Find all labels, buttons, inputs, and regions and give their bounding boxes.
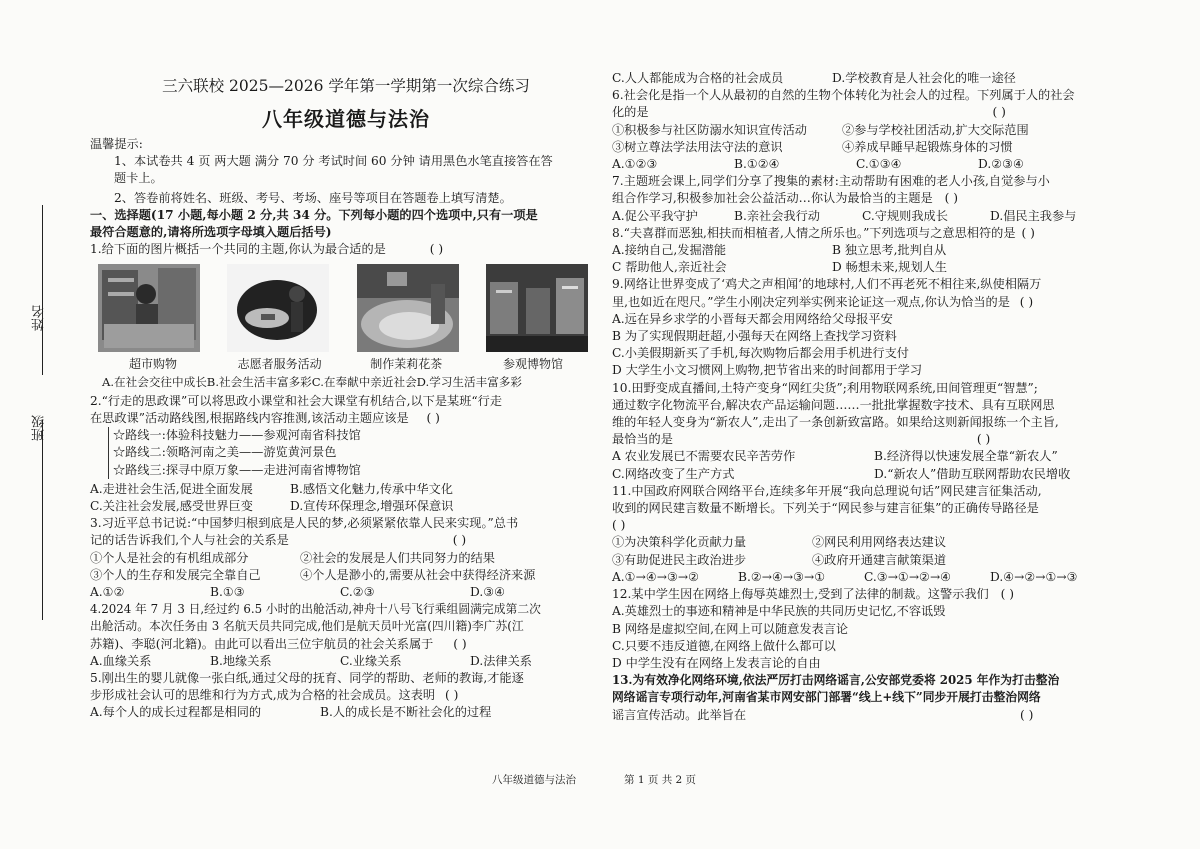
q2-option-b: B.感悟文化魅力,传承中华文化 <box>290 481 453 496</box>
q6-statement-2: ②参与学校社团活动,扩大交际范围 <box>842 122 1029 137</box>
supermarket-photo <box>98 264 200 352</box>
q2-route-3: ☆路线三:探寻中原万象——走进河南省博物馆 <box>113 462 361 477</box>
name-label: 姓名 <box>32 305 47 331</box>
q8-options-row2 <box>612 259 1120 276</box>
q5-options-row2 <box>612 70 1120 87</box>
q1-stem <box>90 241 602 258</box>
q2-option-c: C.关注社会发展,感受世界巨变 <box>90 499 253 514</box>
q5-stem-a: 5.刚出生的婴儿就像一张白纸,通过父母的抚育、同学的帮助、老师的教诲,才能逐 <box>90 671 524 686</box>
q7-option-a: A.促公平我守护 <box>612 208 698 223</box>
q4-stem-b: 出舱活动。本次任务由 3 名航天员共同完成,他们是航天员叶光富(四川籍)李广苏(江 <box>90 619 524 634</box>
q5-stem-b <box>90 687 602 704</box>
q13-stem-a: 13.为有效净化网络环境,依法严厉打击网络谣言,公安部党委将 2025 年作为打击整治 <box>612 673 1060 688</box>
q2-option-d: D.宣传环保理念,增强环保意识 <box>290 499 454 514</box>
q11-option-c: C.③→①→②→④ <box>864 569 952 584</box>
q4-option-d: D.法律关系 <box>470 653 532 668</box>
q2-route-map <box>108 427 602 479</box>
caption-volunteer: 志愿者服务活动 <box>237 357 322 372</box>
q1-options: A.在社会交往中成长B.社会生活丰富多彩C.在奉献中亲近社会D.学习生活丰富多彩 <box>102 374 522 389</box>
caption-supermarket: 超市购物 <box>128 357 177 372</box>
q5-option-c: C.人人都能成为合格的社会成员 <box>612 71 784 85</box>
q9-option-d: D 大学生小文习惯网上购物,把节省出来的时间都用于学习 <box>612 363 923 378</box>
q11-options <box>612 569 1120 586</box>
q12-text: 12.某中学生因在网络上侮辱英雄烈士,受到了法律的制裁。这警示我们 <box>612 587 989 602</box>
q5-option-b: B.人的成长是不断社会化的过程 <box>320 705 492 720</box>
q10-stem-d <box>612 431 1120 448</box>
q6-option-b: B.①②④ <box>734 157 780 172</box>
q3-option-d: D.③④ <box>470 585 506 600</box>
footer-subject: 八年级道德与法治 <box>492 774 576 786</box>
q8-option-a: A.接纳自己,发掘潜能 <box>612 243 727 258</box>
q11-statement-2: ②网民利用网络表达建议 <box>812 535 947 550</box>
q6-answer-paren: ( ) <box>992 105 1006 120</box>
q3-statement-1: ①个人是社会的有机组成部分 <box>90 550 249 565</box>
q9-option-b: B 为了实现假期赶超,小强每天在网络上查找学习资料 <box>612 329 897 344</box>
q12-answer-paren: ( ) <box>1000 587 1014 602</box>
q9-stem-b <box>612 294 1120 311</box>
name-line <box>42 205 43 375</box>
q3-stem-b <box>90 532 602 549</box>
q7-option-b: B.亲社会我行动 <box>734 208 820 223</box>
q11-option-d: D.④→②→①→③ <box>990 569 1078 584</box>
q11-option-b: B.②→④→③→① <box>738 569 826 584</box>
q5-options-row1 <box>90 704 602 721</box>
q10-options-row2 <box>612 466 1120 483</box>
footer-page-number: 第 1 页 共 2 页 <box>624 774 697 786</box>
q7-option-c: C.守规则我成长 <box>862 208 948 223</box>
q10-option-a: A 农业发展已不需要农民辛苦劳作 <box>612 449 796 464</box>
q5-option-a: A.每个人的成长过程都是相同的 <box>90 705 262 720</box>
tea-making-photo <box>357 264 459 352</box>
tips-heading: 温馨提示: <box>90 137 143 151</box>
q10-stem-c: 维的年轻人变身为“新农人”,走出了一条创新致富路。如果给这则新闻报练一个主旨, <box>612 415 1059 430</box>
q6-statements-row1 <box>612 122 1120 139</box>
q11-option-a: A.①→④→③→② <box>612 569 700 584</box>
q1-answer-paren: ( ) <box>429 242 444 257</box>
q6-option-c: C.①③④ <box>856 157 902 172</box>
q3-text-b: 记的话告诉我们,个人与社会的关系是 <box>90 533 289 548</box>
q3-stem-a: 3.习近平总书记说:“中国梦归根到底是人民的梦,必须紧紧依靠人民来实现。”总书 <box>90 516 519 531</box>
q6-text-b: 化的是 <box>612 105 649 120</box>
q3-option-c: C.②③ <box>340 585 375 600</box>
q2-options-row1 <box>90 481 602 498</box>
q8-answer-paren: ( ) <box>1021 225 1035 240</box>
q2-route-2: ☆路线二:领略河南之美——游览黄河景色 <box>113 445 337 460</box>
tip-2: 2、答卷前将姓名、班级、考号、考场、座号等项目在答题卷上填写清楚。 <box>114 190 512 205</box>
q13-stem-b: 网络谣言专项行动年,河南省某市网安部门部署“线上+线下”同步开展打击整治网络 <box>612 690 1041 705</box>
q6-option-a: A.①②③ <box>612 157 658 172</box>
class-line <box>42 420 43 620</box>
q4-answer-paren: ( ) <box>453 636 467 651</box>
q2-route-1: ☆路线一:体验科技魅力——参观河南省科技馆 <box>113 428 361 443</box>
volunteer-photo <box>227 264 329 352</box>
q5-answer-paren: ( ) <box>445 688 459 703</box>
q12-stem <box>612 586 1120 603</box>
tip-1b: 题卡上。 <box>114 171 163 186</box>
section1-heading-a: 一、选择题(17 小题,每小题 2 分,共 34 分。下列每小题的四个选项中,只有一项是 <box>90 207 538 222</box>
q11-statements-row1 <box>612 534 1120 551</box>
q9-option-c: C.小美假期新买了手机,每次购物后都会用手机进行支付 <box>612 346 909 361</box>
q3-option-b: B.①③ <box>210 585 245 600</box>
exam-title: 三六联校 2025—2026 学年第一学期第一次综合练习 <box>162 77 530 95</box>
section1-heading-b: 最符合题意的,请将所选项字母填入题后括号) <box>90 225 332 240</box>
q3-option-a: A.①② <box>90 585 125 600</box>
q7-options <box>612 208 1120 225</box>
q6-statement-4: ④养成早睡早起锻炼身体的习惯 <box>842 139 1013 154</box>
q4-option-a: A.血缘关系 <box>90 653 152 668</box>
q7-option-d: D.倡民主我参与 <box>990 208 1077 223</box>
q6-statements-row2 <box>612 139 1120 156</box>
q8-options-row1 <box>612 242 1120 259</box>
q11-statement-1: ①为决策科学化贡献力量 <box>612 535 747 550</box>
q2-options-row2 <box>90 498 602 515</box>
q4-option-c: C.业缘关系 <box>340 653 402 668</box>
q4-stem-c <box>90 636 602 653</box>
q12-option-d: D 中学生没有在网络上发表言论的自由 <box>612 655 821 670</box>
q3-statement-4: ④个人是渺小的,需要从社会中获得经济来源 <box>300 567 536 582</box>
q8-option-d: D 畅想未来,规划人生 <box>832 260 948 275</box>
exam-subtitle: 八年级道德与法治 <box>262 107 430 131</box>
q1-captions <box>98 356 588 373</box>
q9-option-a: A.远在异乡求学的小晋每天都会用网络给父母报平安 <box>612 311 893 326</box>
q4-stem-a: 4.2024 年 7 月 3 日,经过约 6.5 小时的出舱活动,神舟十八号飞行乘组圆满完成第二次 <box>90 602 541 617</box>
right-column <box>612 70 1120 724</box>
q3-statements-row1 <box>90 550 602 567</box>
q11-statement-4: ④政府开通建言献策渠道 <box>812 552 947 567</box>
q3-answer-paren: ( ) <box>452 533 467 548</box>
q3-statement-3: ③个人的生存和发展完全靠自己 <box>90 567 261 582</box>
q7-stem-b <box>612 190 1120 207</box>
q5-option-d: D.学校教育是人社会化的唯一途径 <box>832 71 1016 85</box>
museum-photo <box>486 264 588 352</box>
q10-stem-a: 10.田野变成直播间,土特产变身“网红尖货”;利用物联网系统,田间管理更“智慧”; <box>612 380 1038 395</box>
q13-stem-c <box>612 707 1120 724</box>
q5-text-b: 步形成社会认可的思维和行为方式,成为合格的社会成员。这表明 <box>90 688 436 703</box>
q10-stem-b: 通过数字化物流平台,解决农产品运输问题……一批批掌握数字技术、具有互联网思 <box>612 397 1055 412</box>
q6-stem-a: 6.社会化是指一个人从最初的自然的生物个体转化为社会人的过程。下列属于人的社会 <box>612 88 1075 103</box>
q8-option-b: B 独立思考,批判自从 <box>832 243 947 258</box>
q11-statement-3: ③有助促进民主政治进步 <box>612 552 747 567</box>
q6-option-d: D.②③④ <box>978 157 1024 172</box>
q6-options <box>612 156 1120 173</box>
q11-statements-row2 <box>612 552 1120 569</box>
caption-tea: 制作茉莉花茶 <box>370 357 443 372</box>
q4-option-b: B.地缘关系 <box>210 653 272 668</box>
q12-option-b: B 网络是虚拟空间,在网上可以随意发表言论 <box>612 621 849 636</box>
q12-option-c: C.只要不违反道德,在网络上做什么都可以 <box>612 638 836 653</box>
q10-option-d: D.“新农人”借助互联网帮助农民增收 <box>874 466 1071 481</box>
q3-statements-row2 <box>90 567 602 584</box>
tip-1a: 1、本试卷共 4 页 两大题 满分 70 分 考试时间 60 分钟 请用黑色水笔直接答在答 <box>114 154 553 169</box>
q13-text-c: 谣言宣传活动。此举旨在 <box>612 707 747 722</box>
q8-text: 8.“夫喜群而恶独,相扶而相植者,人情之所乐也。”下列选项与之意思相符的是 <box>612 225 1016 240</box>
q10-options-row1 <box>612 448 1120 465</box>
q12-option-a: A.英雄烈士的事迹和精神是中华民族的共同历史记忆,不容诋毁 <box>612 604 946 619</box>
class-label: 班级 <box>32 415 47 441</box>
q10-text-d: 最恰当的是 <box>612 432 673 447</box>
q6-statement-1: ①积极参与社区防溺水知识宣传活动 <box>612 122 807 137</box>
q9-text-b: 里,也如近在咫尺。”学生小刚决定列举实例来论证这一观点,你认为恰当的是 <box>612 294 1010 309</box>
q3-options <box>90 584 602 601</box>
q2-stem-a: 2.“行走的思政课”可以将思政小课堂和社会大课堂有机结合,以下是某班“行走 <box>90 393 503 408</box>
q10-option-c: C.网络改变了生产方式 <box>612 466 735 481</box>
q2-answer-paren: ( ) <box>426 411 440 426</box>
q9-answer-paren: ( ) <box>1019 294 1034 309</box>
q11-stem-b: 收到的网民建言数量不断增长。下列关于“网民参与建言征集”的正确传导路径是 <box>612 501 1039 516</box>
q9-stem-a: 9.网络让世界变成了‘鸡犬之声相闻’的地球村,人们不再老死不相往来,纵使相隔万 <box>612 277 1042 292</box>
q11-stem-a: 11.中国政府网联合网络平台,连续多年开展“我向总理说句话”网民建言征集活动, <box>612 483 1042 498</box>
q8-stem <box>612 225 1120 242</box>
caption-museum: 参观博物馆 <box>502 357 563 372</box>
q7-text-b: 组合作学习,积极参加社会公益活动…你认为最恰当的主题是 <box>612 191 933 206</box>
q10-option-b: B.经济得以快速发展全靠“新农人” <box>874 449 1058 464</box>
q1-text: 1.给下面的图片概括一个共同的主题,你认为最合适的是 <box>90 242 386 257</box>
q13-answer-paren: ( ) <box>1019 707 1034 722</box>
left-column <box>90 70 602 722</box>
q2-stem-b <box>90 410 602 427</box>
q6-stem-b <box>612 104 1120 121</box>
q7-answer-paren: ( ) <box>944 191 959 206</box>
q2-option-a: A.走进社会生活,促进全面发展 <box>90 481 253 496</box>
q6-statement-3: ③树立尊法学法用法守法的意识 <box>612 139 783 154</box>
q1-photos <box>98 264 588 352</box>
q11-answer-paren: ( ) <box>612 518 626 533</box>
q4-text-c: 苏籍)、李聪(河北籍)。由此可以看出三位宇航员的社会关系属于 <box>90 636 434 651</box>
q8-option-c: C 帮助他人,亲近社会 <box>612 260 727 275</box>
q2-text-b: 在思政课”活动路线图,根据路线内容推测,该活动主题应该是 <box>90 411 409 426</box>
q3-statement-2: ②社会的发展是人们共同努力的结果 <box>300 550 495 565</box>
q7-stem-a: 7.主题班会课上,同学们分享了搜集的素材:主动帮助有困难的老人小孩,自觉参与小 <box>612 174 1050 189</box>
q10-answer-paren: ( ) <box>976 432 991 447</box>
q4-options <box>90 653 602 670</box>
